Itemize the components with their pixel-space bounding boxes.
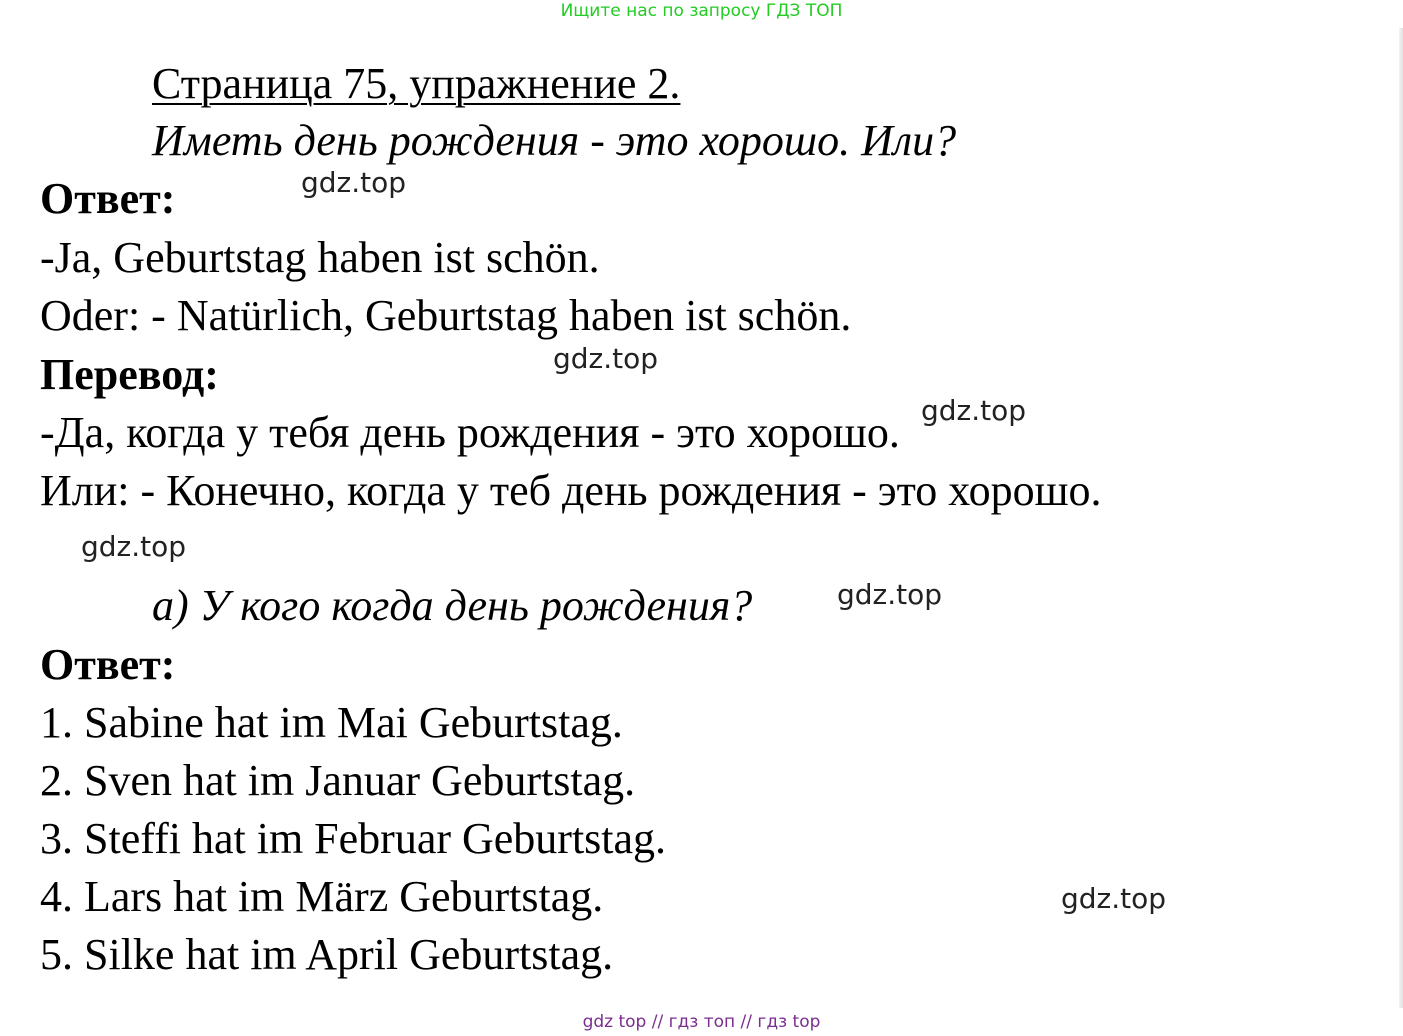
translation-line: Или: - Конечно, когда у теб день рождения - это хорошо.	[40, 466, 1102, 515]
watermark: gdz.top	[553, 342, 659, 375]
watermark: gdz.top	[921, 394, 1027, 427]
question-2: а) У кого когда день рождения?	[152, 581, 753, 630]
question-1: Иметь день рождения - это хорошо. Или?	[152, 116, 957, 165]
answer-line: -Ja, Geburtstag haben ist schön.	[40, 233, 600, 282]
answer-item: 5. Silke hat im April Geburtstag.	[40, 930, 614, 979]
watermark: gdz.top	[837, 578, 943, 611]
translation-line: -Да, когда у тебя день рождения - это хорошо.	[40, 408, 900, 457]
answer-item: 3. Steffi hat im Februar Geburtstag.	[40, 814, 667, 863]
answer-label-2: Ответ:	[40, 640, 176, 689]
page-edge-shadow	[1399, 28, 1403, 1008]
footer-watermark: gdz top // гдз топ // гдз top	[582, 1012, 821, 1032]
answer-label-1: Ответ:	[40, 174, 176, 223]
page-title: Страница 75, упражнение 2.	[152, 59, 681, 108]
watermark: gdz.top	[81, 530, 187, 563]
answer-item: 1. Sabine hat im Mai Geburtstag.	[40, 698, 623, 747]
watermark: gdz.top	[1061, 882, 1167, 915]
top-banner: Ищите нас по запросу ГДЗ ТОП	[560, 1, 843, 21]
answer-item: 4. Lars hat im März Geburtstag.	[40, 872, 604, 921]
watermark: gdz.top	[301, 166, 407, 199]
translation-label: Перевод:	[40, 350, 219, 399]
answer-item: 2. Sven hat im Januar Geburtstag.	[40, 756, 636, 805]
answer-line: Oder: - Natürlich, Geburtstag haben ist schön.	[40, 291, 852, 340]
